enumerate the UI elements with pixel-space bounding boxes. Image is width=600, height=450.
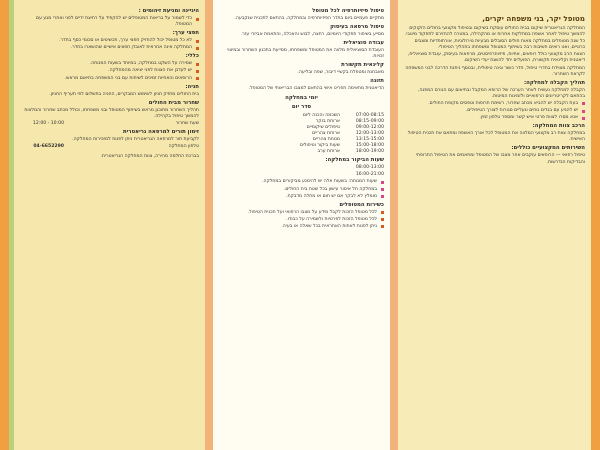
visiting-bullet: שעות המנוחה: בשעות אלה יש להימנע מביקורים במחלקה. — [219, 179, 384, 185]
rights-bullet: ניתן לפנות לאחות האחראית בכל שאלה או בעיה. — [219, 224, 384, 230]
schedule-activity: מנוחת צהריים — [312, 136, 340, 142]
schedule-activity: טיפולים שיקומיים — [306, 124, 340, 130]
physio-text: מתקיים פעמיים ביום בחדר הפיזיותרפיה ובמחלקה, בהתאם לתכנית שנקבעה. — [234, 16, 384, 21]
schedule-title: יומי במחלקה — [285, 94, 318, 101]
schedule-head: סדר יום — [291, 103, 312, 110]
welcome-title: מטופל יקר, בני משפחה יקרים, — [482, 14, 585, 23]
general-bullet: יש לעדכן את הצוות לפני יציאה מהמחלקה. — [20, 68, 199, 74]
rights-heading: כשירות המטופלים — [339, 201, 384, 208]
fold-separator-left — [205, 0, 213, 450]
admission-bullet: יש להגיע עם בגדים נוחים ונעליים סגורות לצורך הטיפולים. — [404, 108, 585, 114]
schedule-time: 12:00-13:00 — [355, 130, 384, 136]
valuables-bullet: לא כל מטופל יכול להחזיק חפצי ערך, תכשיטים או סכומי כסף בחדר. — [20, 38, 199, 44]
fold-separator-right — [390, 0, 398, 450]
schedule-row — [219, 149, 384, 155]
visiting-bullet: במחלקה חל איסור עישון בכל שטח בית החולים. — [219, 187, 384, 193]
speech-heading: קלינאית תקשורת — [341, 62, 384, 69]
phone-number[interactable]: 04-6652290 — [33, 144, 64, 150]
general-bullet: הרופאים והאחיות זמינים לשיחות עם בני המשפחה בתיאום מראש. — [20, 76, 199, 82]
services-paragraph: טיפול רפואי — הרופאים עוקבים אחר מצבו של המטופל ומתאמים את הטיפול התרופתי והבדיקות הנדרשות. — [415, 153, 585, 165]
schedule-activity: ארוחת בוקר — [315, 118, 340, 124]
schedule-activity: ארוחת ערב — [317, 149, 340, 155]
team-paragraph: במחלקה צוות רב מקצועי המלווה את המטופל לכל אורך האשפוז ומתאם את תכנית הטיפול האישית. — [407, 131, 585, 143]
rights-bullet: לכל מטופל הזכות לקבל מידע על מצבו הרפואי ועל תכנית הטיפול. — [219, 210, 384, 216]
right-panel — [398, 0, 591, 450]
ot-text: מסייע בשיפור תפקודי היומיום, רחצה, לבוש והאכלה, והתאמת אביזרי עזר. — [240, 32, 384, 38]
nutrition-text: הדיאטנית מתאימה תפריט אישי בהתאם למצבו הבריאותי של המטופל. — [248, 86, 384, 92]
visiting-hours: 08:00-13:00 — [355, 165, 384, 171]
hygiene-bullet: כדי לשמור על בריאות המטופלים יש להקפיד על רחיצת ידיים לפני ואחרי מגע עם המטופל. — [20, 16, 199, 28]
schedule-activity: ארוחת צהריים — [312, 130, 340, 136]
intro-paragraph: כל שנה מטופלים במחלקה מאות חולים הסובלים מבעיות נוירולוגיות, אורתופדיות ומצבים כרוניים, ואנו רואים חשיבות רבה בשיתוף המטופל ומשפחתו בתהליך הטיפולי. — [414, 39, 585, 51]
admission-bullet: אנא מסרו לצוות פרטי איש קשר ומספר טלפון זמין. — [404, 115, 585, 121]
physio-heading: טיפול פיזיותרפיה לכל מטופל — [312, 8, 384, 14]
general-heading: כללי: — [185, 53, 199, 60]
services-heading: השירותים המקצועיים כוללים: — [511, 145, 585, 152]
visiting-bullet: מומלץ לא לבקר אם יש חום או מחלה מדבקת. — [219, 194, 384, 200]
schedule-time: 15:00-18:00 — [355, 143, 384, 149]
speech-text: מאבחנת ומטפלת בקשיי דיבור, שפה ובליעה. — [297, 70, 384, 76]
middle-panel — [213, 0, 390, 450]
appointments-heading: זימון תורים למרפאה גריאטרית — [122, 129, 199, 136]
phone-row — [20, 144, 199, 150]
schedule-time: 09:00-12:00 — [355, 124, 384, 130]
hygiene-heading: היגיינה ומניעת זיהומים : — [138, 8, 199, 14]
parking-text: בית החולים מחזיק חניון לשימוש המבקרים, החניה בתשלום לפי תעריף החניון. — [49, 91, 199, 97]
social-work-heading: עבודה סוציאלית — [343, 40, 384, 47]
general-bullet: שמירה על השקט במחלקה, במיוחד בשעות המנוחה. — [20, 61, 199, 67]
left-edge-band — [0, 0, 9, 450]
right-edge-band — [591, 0, 600, 450]
admission-heading: תהליך הקבלה למחלקה: — [524, 79, 585, 86]
closing-text: בברכת החלמה מהירה, צוות המחלקה הגריאטרית. — [100, 154, 199, 160]
intro-paragraph: הצוות הרב מקצועי כולל רופאים, אחיות, פיזיותרפיסטים, מרפאות בעיסוק, עובדת סוציאלית, דיאטנית וקלינאית תקשורת, הפועלים יחד להשגת יעדי השיקום. — [407, 52, 585, 64]
visiting-hours: 16:00-21:00 — [355, 172, 384, 178]
rights-bullet: לכל מטופל הזכות לפרטיות ולשמירה על כבודו. — [219, 217, 384, 223]
intro-paragraph: המחלקה הגריאטרית שיקום בבית החולים עוסקת בשיקום ובטיפול מקצועי בחולים הזקוקים להמשך טיפול לאחר אשפוז במחלקות אחרות או מהקהילה, במטרה להחזירם לתפקוד מיטבי. — [404, 26, 585, 38]
discharge-hours-row — [20, 121, 199, 127]
parking-heading: חניה: — [185, 83, 199, 90]
schedule-time: 13:15-15:00 — [355, 136, 384, 142]
schedule-time: 08:15-09:00 — [355, 118, 384, 124]
left-panel — [14, 0, 205, 450]
nutrition-heading: תזונה — [370, 78, 384, 85]
team-heading: הרכב צוות המחלקה: — [532, 123, 585, 130]
schedule-time: 18:00-19:00 — [355, 149, 384, 155]
admission-paragraph: הקבלה למחלקה נעשית לאחר הערכה של הרופא המקבל ובתיאום עם הגורם המפנה, בהתאם לקריטריונים הרפואיים ולזמינות המיטות. — [417, 87, 585, 99]
intro-paragraph: המחלקה מצוידת בחדרי טיפול, חדר כושר וגינה טיפולית, ובנוסף ניתנת הדרכה לבני המשפחה לקראת השחרור. — [405, 65, 585, 77]
social-work-text: העובדת הסוציאלית מלווה את המטופל ומשפחתו, מסייעת בתכנון השחרור ובמיצוי זכויות. — [227, 48, 384, 60]
discharge-hours-label: שעת שחרור — [175, 120, 199, 126]
discharge-hours: 10:00 - 12:00 — [32, 120, 64, 126]
valuables-heading: חפצי ערך: — [172, 30, 199, 37]
visiting-heading: שעות הביקור במחלקה: — [325, 157, 384, 164]
discharge-text: תהליך השחרור מתוכנן מראש בשיתוף המטופל ובני משפחתו, וכולל מכתב שחרור והמלצות להמשך טיפול בקהילה. — [24, 107, 199, 119]
appointments-text: לקביעת תור למרפאה הגריאטרית ניתן לפנות למזכירות המחלקה. — [72, 137, 199, 143]
ot-heading: טיפול מרפאה בעיסוק — [330, 24, 384, 31]
schedule-activity: השכמה והכנה ליום — [302, 112, 340, 118]
schedule-time: 07:00-08:15 — [355, 112, 384, 118]
schedule-activity: שעות ביקור וטיפולים — [299, 143, 340, 149]
admission-bullet: בעת הקבלה יש להביא מכתב שחרור, רשימת תרופות וטפסים מקופת החולים. — [404, 101, 585, 107]
schedule-table — [219, 113, 384, 156]
phone-label: טלפון המחלקה — [168, 144, 199, 150]
valuables-bullet: המחלקה אינה אחראית לאובדן חפצים אישיים שהושארו בחדר. — [20, 45, 199, 51]
discharge-heading: שחרור מבית החולים — [148, 99, 199, 106]
